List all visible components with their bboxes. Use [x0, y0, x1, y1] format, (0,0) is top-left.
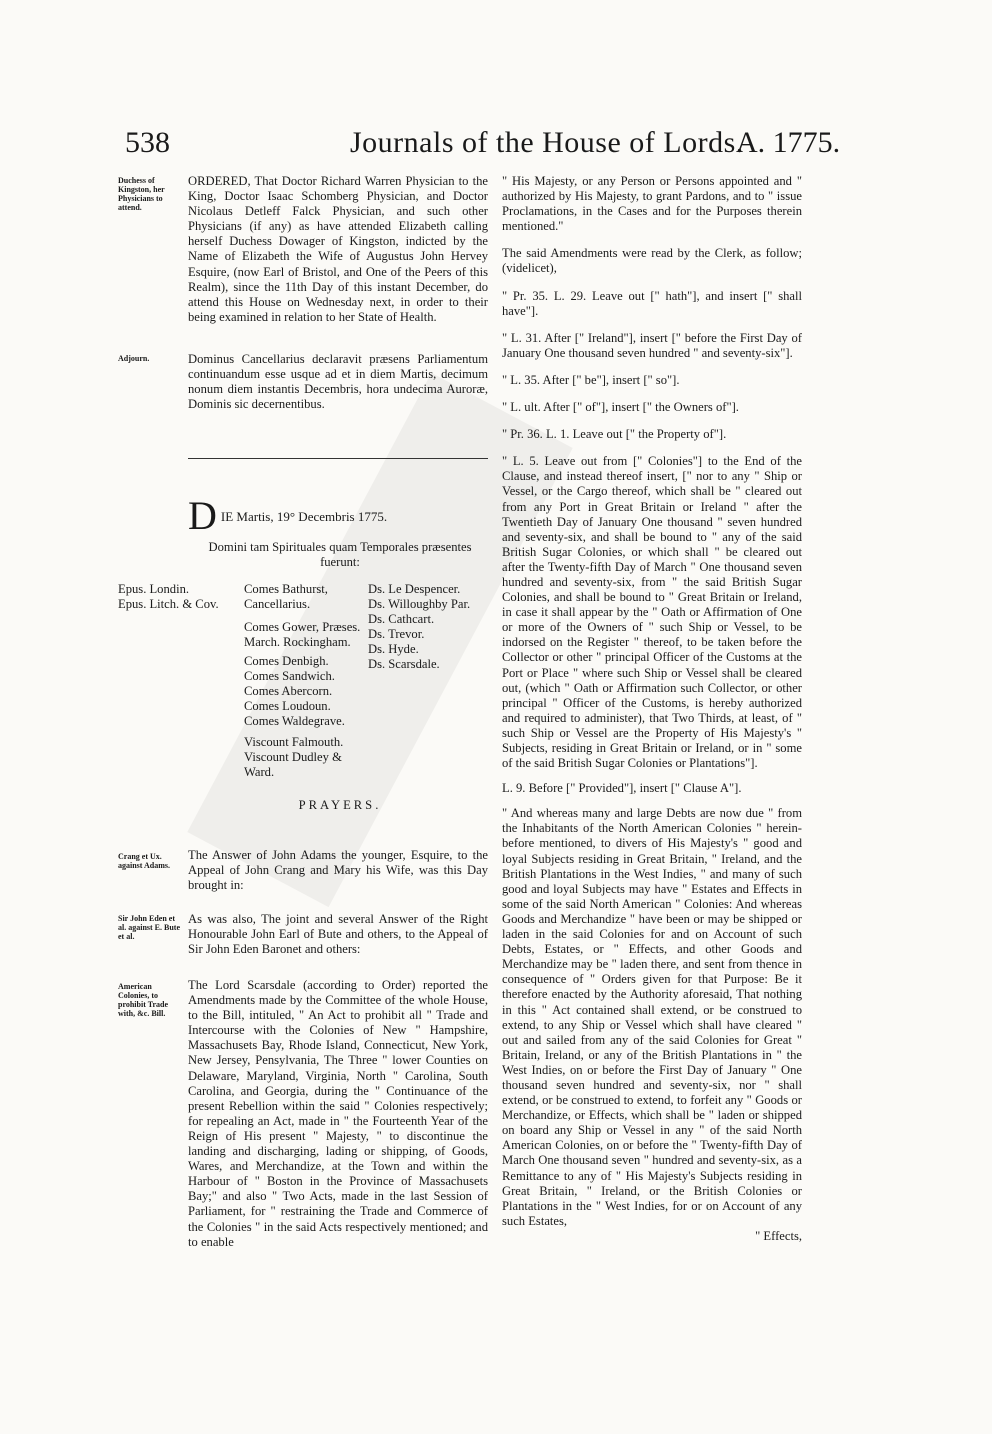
list-item: Comes Loudoun.	[244, 699, 331, 713]
date-heading	[188, 493, 488, 538]
paragraph-text: " L. 31. After [" Ireland"], insert [" before the First Day of January One thousand seven hundred " and seventy-six"].	[502, 330, 802, 360]
attendance-barons	[368, 582, 470, 672]
divider	[188, 458, 488, 459]
list-item: Epus. Londin.	[118, 582, 190, 596]
margin-note: Duchess of Kingston, her Physicians to attend.	[118, 176, 165, 212]
list-item: Epus. Litch. & Cov.	[118, 597, 219, 611]
present-line: Domini tam Spirituales quam Temporales præsentes fuerunt:	[208, 540, 472, 570]
spacer	[244, 612, 364, 620]
list-item: Viscount Dudley & Ward.	[244, 750, 342, 779]
margin-note: Sir John Eden et al. against E. Bute et al.	[118, 914, 181, 941]
paragraph-text: Dominus Cancellarius declaravit præsens Parliamentum continuandum esse usque ad et in diem Martis, decimum nonum diem instantis Decembris, hora undecima Auroræ, Dominis sic decernentibus.	[188, 352, 488, 412]
paragraph-text: The Answer of John Adams the younger, Esquire, to the Appeal of John Crang and Mary his Wife, was this Day brought in:	[188, 848, 488, 893]
margin-note: Crang et Ux. against Adams.	[118, 852, 171, 870]
paragraph-text: L. 9. Before [" Provided"], insert [" Clause A"].	[502, 781, 742, 796]
paragraph-text: " Pr. 36. L. 1. Leave out [" the Property of"].	[502, 427, 727, 442]
paragraph-text: As was also, The joint and several Answer of the Right Honourable John Earl of Bute and others, to the Appeal of Sir John Eden Baronet and others:	[188, 912, 488, 957]
date-text: IE Martis, 19° Decembris 1775.	[220, 509, 388, 524]
paragraph-text: " His Majesty, or any Person or Persons appointed and " authorized by His Majesty, to grant Pardons, and to " issue Proclamations, in the Cases and for the Purposes therein mentioned."	[502, 174, 802, 234]
paragraph-text: The said Amendments were read by the Clerk, as follow; (videlicet),	[502, 246, 802, 276]
catchword: " Effects,	[755, 1228, 802, 1243]
paragraph	[188, 352, 488, 412]
paragraph	[188, 912, 488, 957]
paragraph	[188, 848, 488, 893]
list-item: Comes Bathurst, Cancellarius.	[244, 582, 328, 611]
paragraph-text: " L. 35. After [" be"], insert [" so"].	[502, 372, 680, 387]
running-title: Journals of the House of Lords.	[350, 126, 744, 159]
list-item: Ds. Scarsdale.	[368, 657, 440, 671]
list-item: Comes Gower, Præses.	[244, 620, 361, 634]
margin-note: Adjourn.	[118, 354, 150, 363]
page-number: 538	[125, 126, 170, 159]
paragraph-text: ORDERED, That Doctor Richard Warren Physician to the King, Doctor Isaac Schomberg Physician, and Doctor Nicolaus Detleff Falck Physician, and such other Physicians (if any) as have attended Elizabeth calling herself Duchess Dowager of Kingston, indicted by the Name of Elizabeth the Wife of Augustus John Hervey Esquire, (now Earl of Bristol, and One of the Peers of this Realm), since the 11th Day of this instant December, do attend this House on Wednesday next, in order to their being examined in relation to her State of Health.	[188, 174, 488, 324]
drop-cap: D	[188, 493, 217, 538]
list-item: Comes Denbigh.	[244, 654, 329, 668]
list-item: Comes Waldegrave.	[244, 714, 345, 728]
prayers-heading: PRAYERS.	[298, 798, 382, 812]
list-item: Comes Abercorn.	[244, 684, 333, 698]
paragraph	[188, 978, 488, 1250]
list-item: Comes Sandwich.	[244, 669, 335, 683]
paragraph-text: " L. 5. Leave out from [" Colonies"] to the End of the Clause, and instead thereof insert, [" nor to any " Ship or Vessel, or the Cargo thereof, which shall be " cleared out from any Port in Great Britain or Ireland " after the Twentieth Day of January One thousand " seven hundred and seventy-six, and shall be bound to " any of the said British Sugar Colonies, or which shall " be cleared out after the Twenty-fifth Day of March " One thousand seven hundred and seventy-six, from " the said British Sugar Colonies, and shall be bound to " Great Britain or Ireland, in case it shall appear by the " Oath or Affirmation of One or more of the Owners of " such Ship or Vessel, to be indorsed on the Register " thereof, to be taken before the Collector or other " principal Officer of the Customs at the Port or Place " where such Ship or Vessel shall be cleared out, (which " Oath or Affirmation such Collector, or other principal " Officer of the Customs, is hereby authorized and required to administer), that Two Thirds, at least, of " such Ship or Vessel are the Property of His Majesty's " Subjects, residing in Great Britain or Ireland, or in " some of the said British Sugar Colonies or Plantations"].	[502, 454, 802, 771]
list-item: March. Rockingham.	[244, 635, 351, 649]
margin-note: American Colonies, to prohibit Trade with, &c. Bill.	[118, 982, 169, 1018]
paragraph	[188, 174, 488, 325]
list-item: Ds. Le Despencer.	[368, 582, 461, 596]
paragraph-text: " Pr. 35. L. 29. Leave out [" hath"], and insert [" shall have"].	[502, 288, 802, 318]
list-item: Ds. Cathcart.	[368, 612, 435, 626]
paragraph-text: " L. ult. After [" of"], insert [" the Owners of"].	[502, 400, 739, 415]
list-item: Ds. Hyde.	[368, 642, 419, 656]
paragraph-text: The Lord Scarsdale (according to Order) reported the Amendments made by the Committee of the whole House, to the Bill, intituled, " An Act to prohibit all " Trade and Intercourse with the Colonies of New " Hampshire, Massachusets Bay, Rhode Island, Connecticut, New York, New Jersey, Pensylvania, The Three " lower Counties on Delaware, Maryland, Virginia, North " Carolina, South Carolina, and Georgia, during the " Continuance of the present Rebellion within the said " Colonies respectively; for repealing an Act, made in " the Fourteenth Year of the Reign of His present " Majesty, " to discontinue the landing and discharging, lading or shipping, of Goods, Wares, and Merchandize, at the Town and within the Harbour of " Boston in the Province of Massachusets Bay;" and also " Two Acts, made in the last Session of Parliament, for " restraining the Trade and Commerce of the Colonies " in the said Acts respectively mentioned; and to enable	[188, 978, 488, 1249]
paragraph-text: " And whereas many and large Debts are now due " from the Inhabitants of the North American Colonies " herein-before mentioned, to divers of His Majesty's " good and loyal Subjects residing in Great Britain, " Ireland, and the British Plantations in the West Indies, " and many of such good and loyal Subjects may have " Estates and Effects in some of the said North American " Colonies: And whereas Goods and Merchandize " have been or may be shipped or laden in the said Colonies for and on Account of such Debts, Estates, or " Effects, and other Goods and Merchandize may be " laden there, and sent from thence in consequence of " Orders given for that Purpose: Be it therefore enacted by the Authority aforesaid, That nothing in this " Act contained shall extend, or be construed to extend, to any Ship or Vessel which shall have cleared " out and sailed from any of the said Colonies for Great " Britain, Ireland, or any of the British Plantations in " the West Indies, on or before the First Day of January " One thousand seven hundred and seventy-six, nor " shall extend, or be construed to extend, to forfeit any " Goods or Merchandize, or Effects, which shall be " laden or shipped on board any Ship or Vessel in any " of the said North American Colonies, on or before the " Twenty-fifth Day of March One thousand seven " hundred and seventy-six, as a Remittance to any of " His Majesty's Subjects residing in Great Britain, " Ireland, or the British Colonies or Plantations in the " West Indies, for or on Account of any such Estates,	[502, 806, 802, 1228]
list-item: Viscount Falmouth.	[244, 735, 344, 749]
running-year: A. 1775.	[736, 126, 841, 159]
attendance-bishops	[118, 582, 219, 612]
right-column	[502, 174, 802, 1244]
list-item: Ds. Willoughby Par.	[368, 597, 471, 611]
list-item: Ds. Trevor.	[368, 627, 425, 641]
attendance-temporal	[244, 582, 364, 780]
